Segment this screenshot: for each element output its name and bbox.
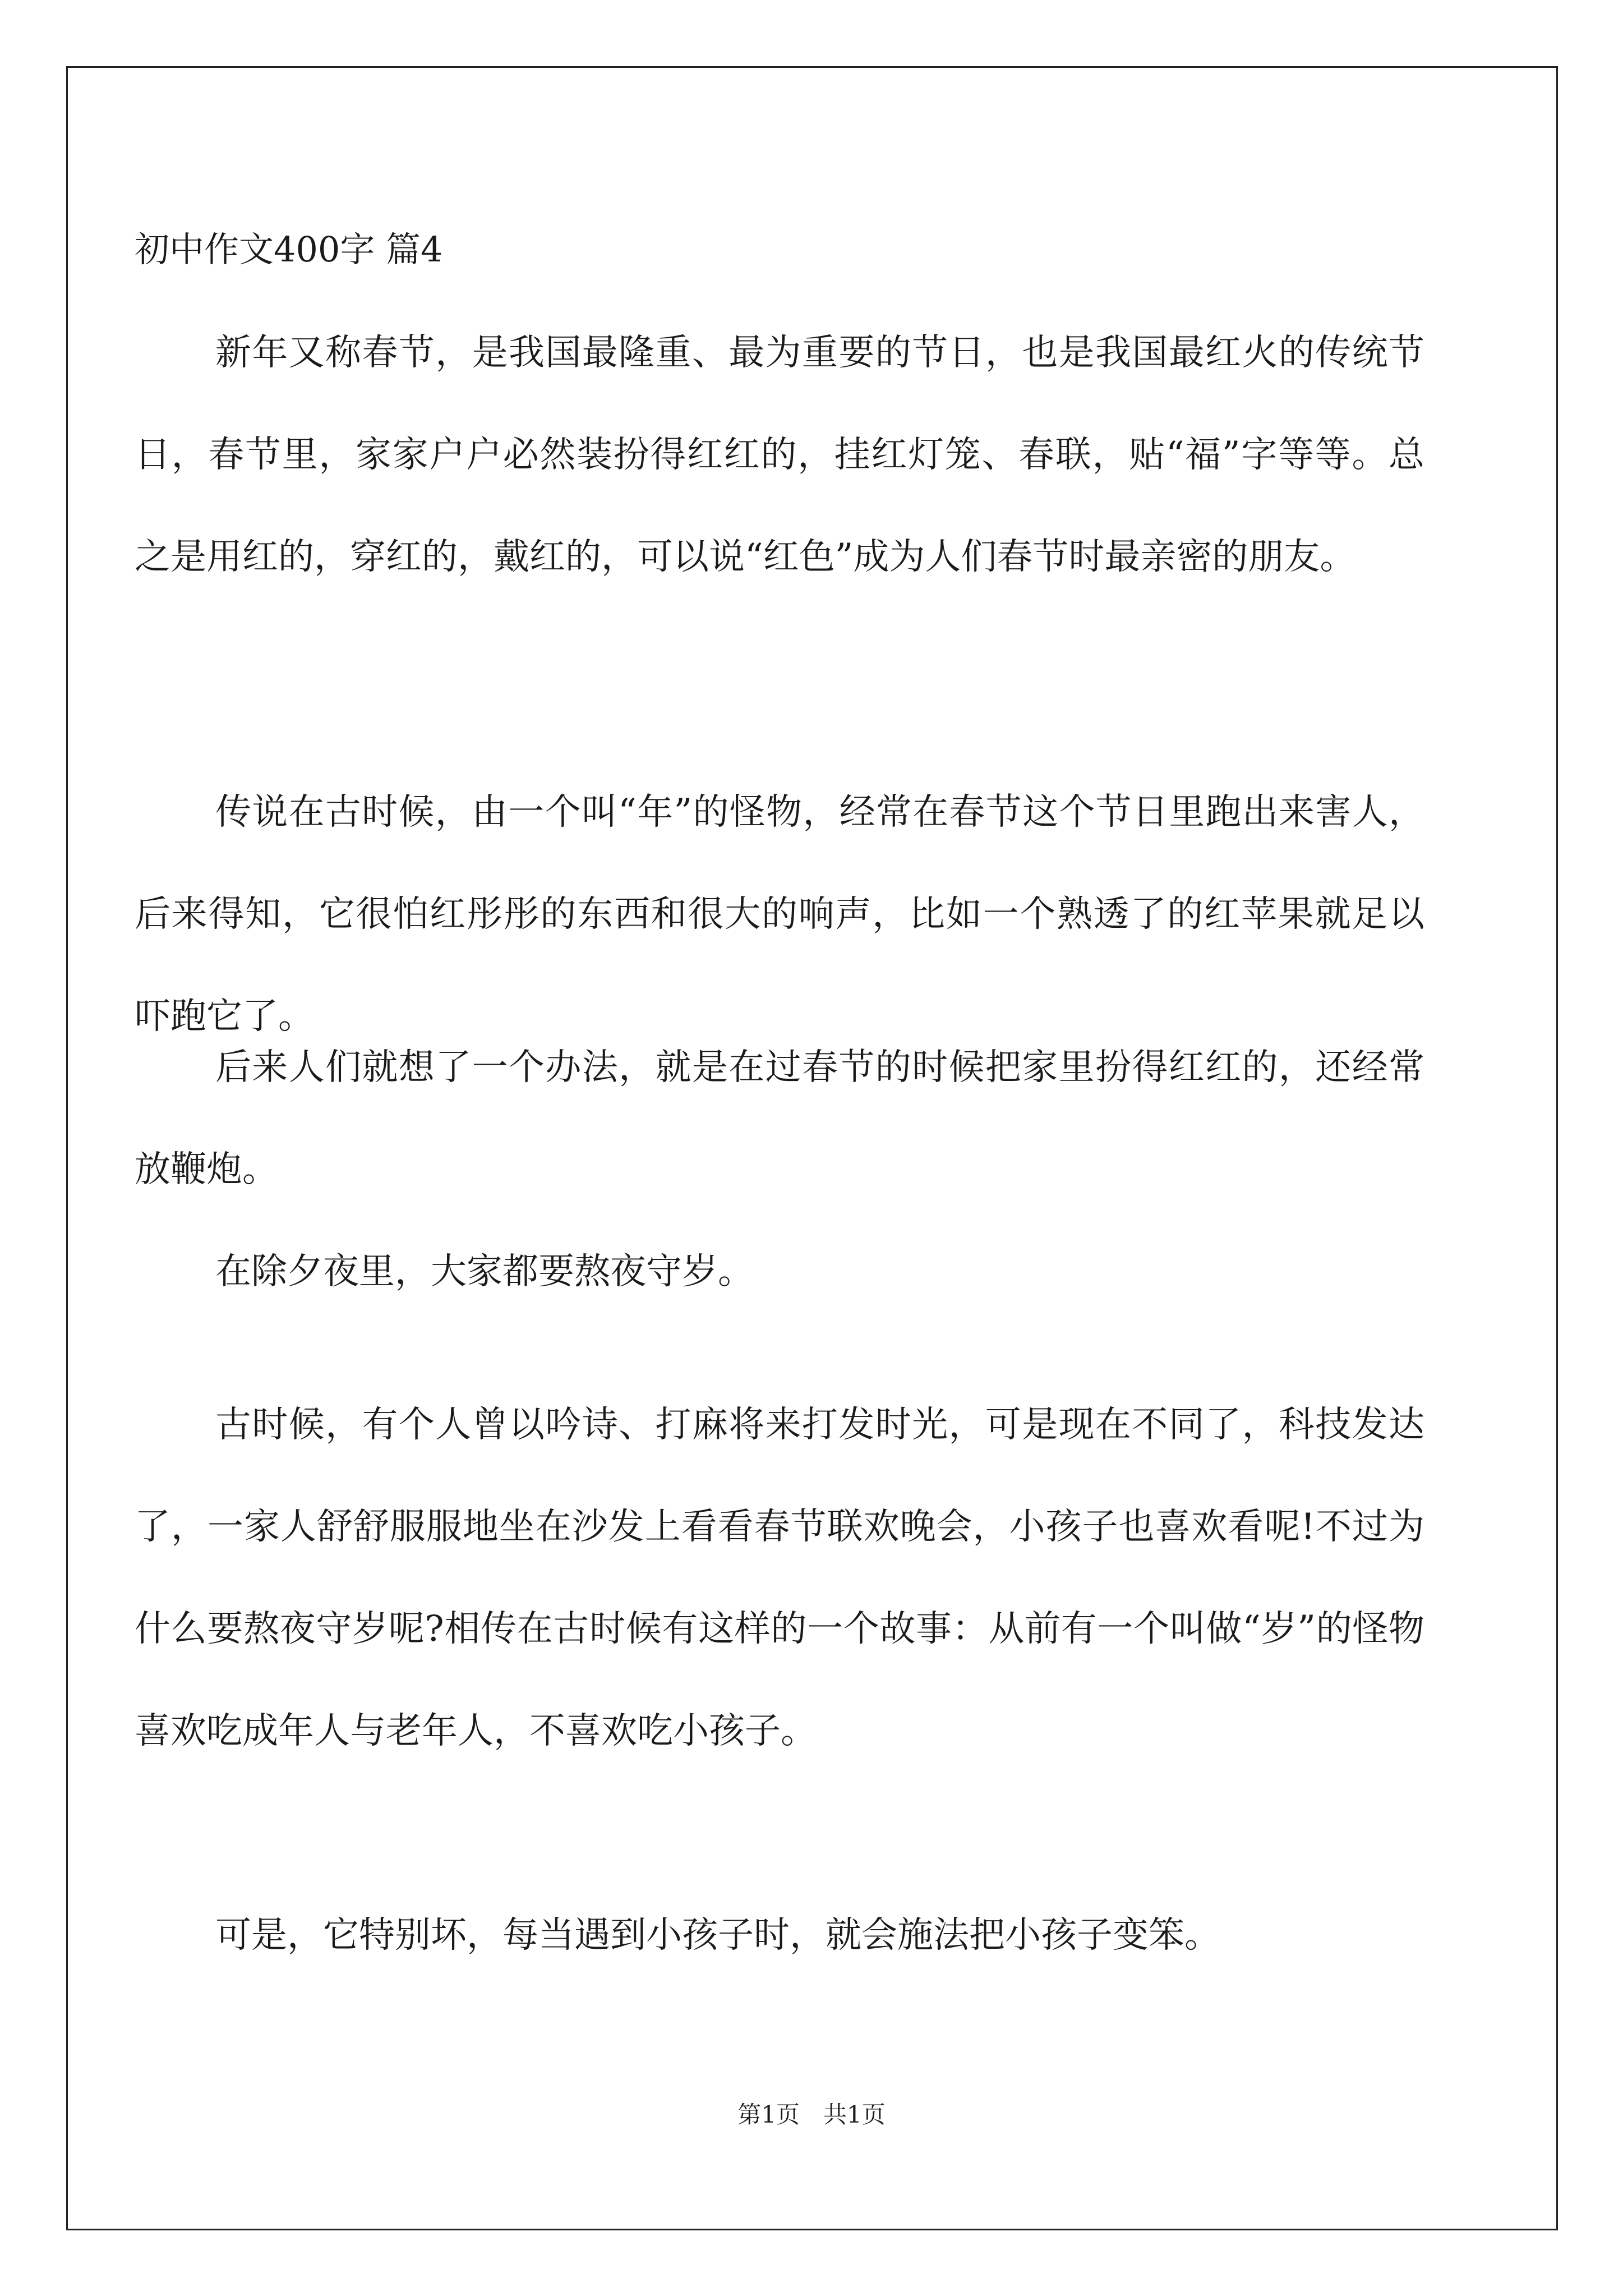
paragraph: 传说在古时候，由一个叫“年”的怪物，经常在春节这个节日里跑出来害人，后来得知，它很怕红彤彤的东西和很大的响声，比如一个熟透了的红苹果就足以吓跑它了。: [135, 792, 1424, 1037]
paragraph: 后来人们就想了一个办法，就是在过春节的时候把家里扮得红红的，还经常放鞭炮。: [135, 1047, 1424, 1190]
paragraph: 在除夕夜里，大家都要熬夜守岁。: [215, 1251, 754, 1292]
paragraph: 可是，它特别坏，每当遇到小孩子时，就会施法把小孩子变笨。: [215, 1915, 1220, 1956]
paragraph: 新年又称春节，是我国最隆重、最为重要的节日，也是我国最红火的传统节日，春节里，家家户户必然装扮得红红的，挂红灯笼、春联，贴“福”字等等。总之是用红的，穿红的，戴红的，可以说“红色”成为人们春节时最亲密的朋友。: [135, 332, 1424, 578]
document-title: 初中作文400字 篇4: [135, 229, 443, 270]
paragraph: 古时候，有个人曾以吟诗、打麻将来打发时光，可是现在不同了，科技发达了，一家人舒舒服服地坐在沙发上看看春节联欢晚会，小孩子也喜欢看呢!不过为什么要熬夜守岁呢?相传在古时候有这样的一个故事：从前有一个叫做“岁”的怪物喜欢吃成年人与老年人，不喜欢吃小孩子。: [135, 1404, 1424, 1752]
page-number: 第1页 共1页: [737, 2101, 886, 2128]
